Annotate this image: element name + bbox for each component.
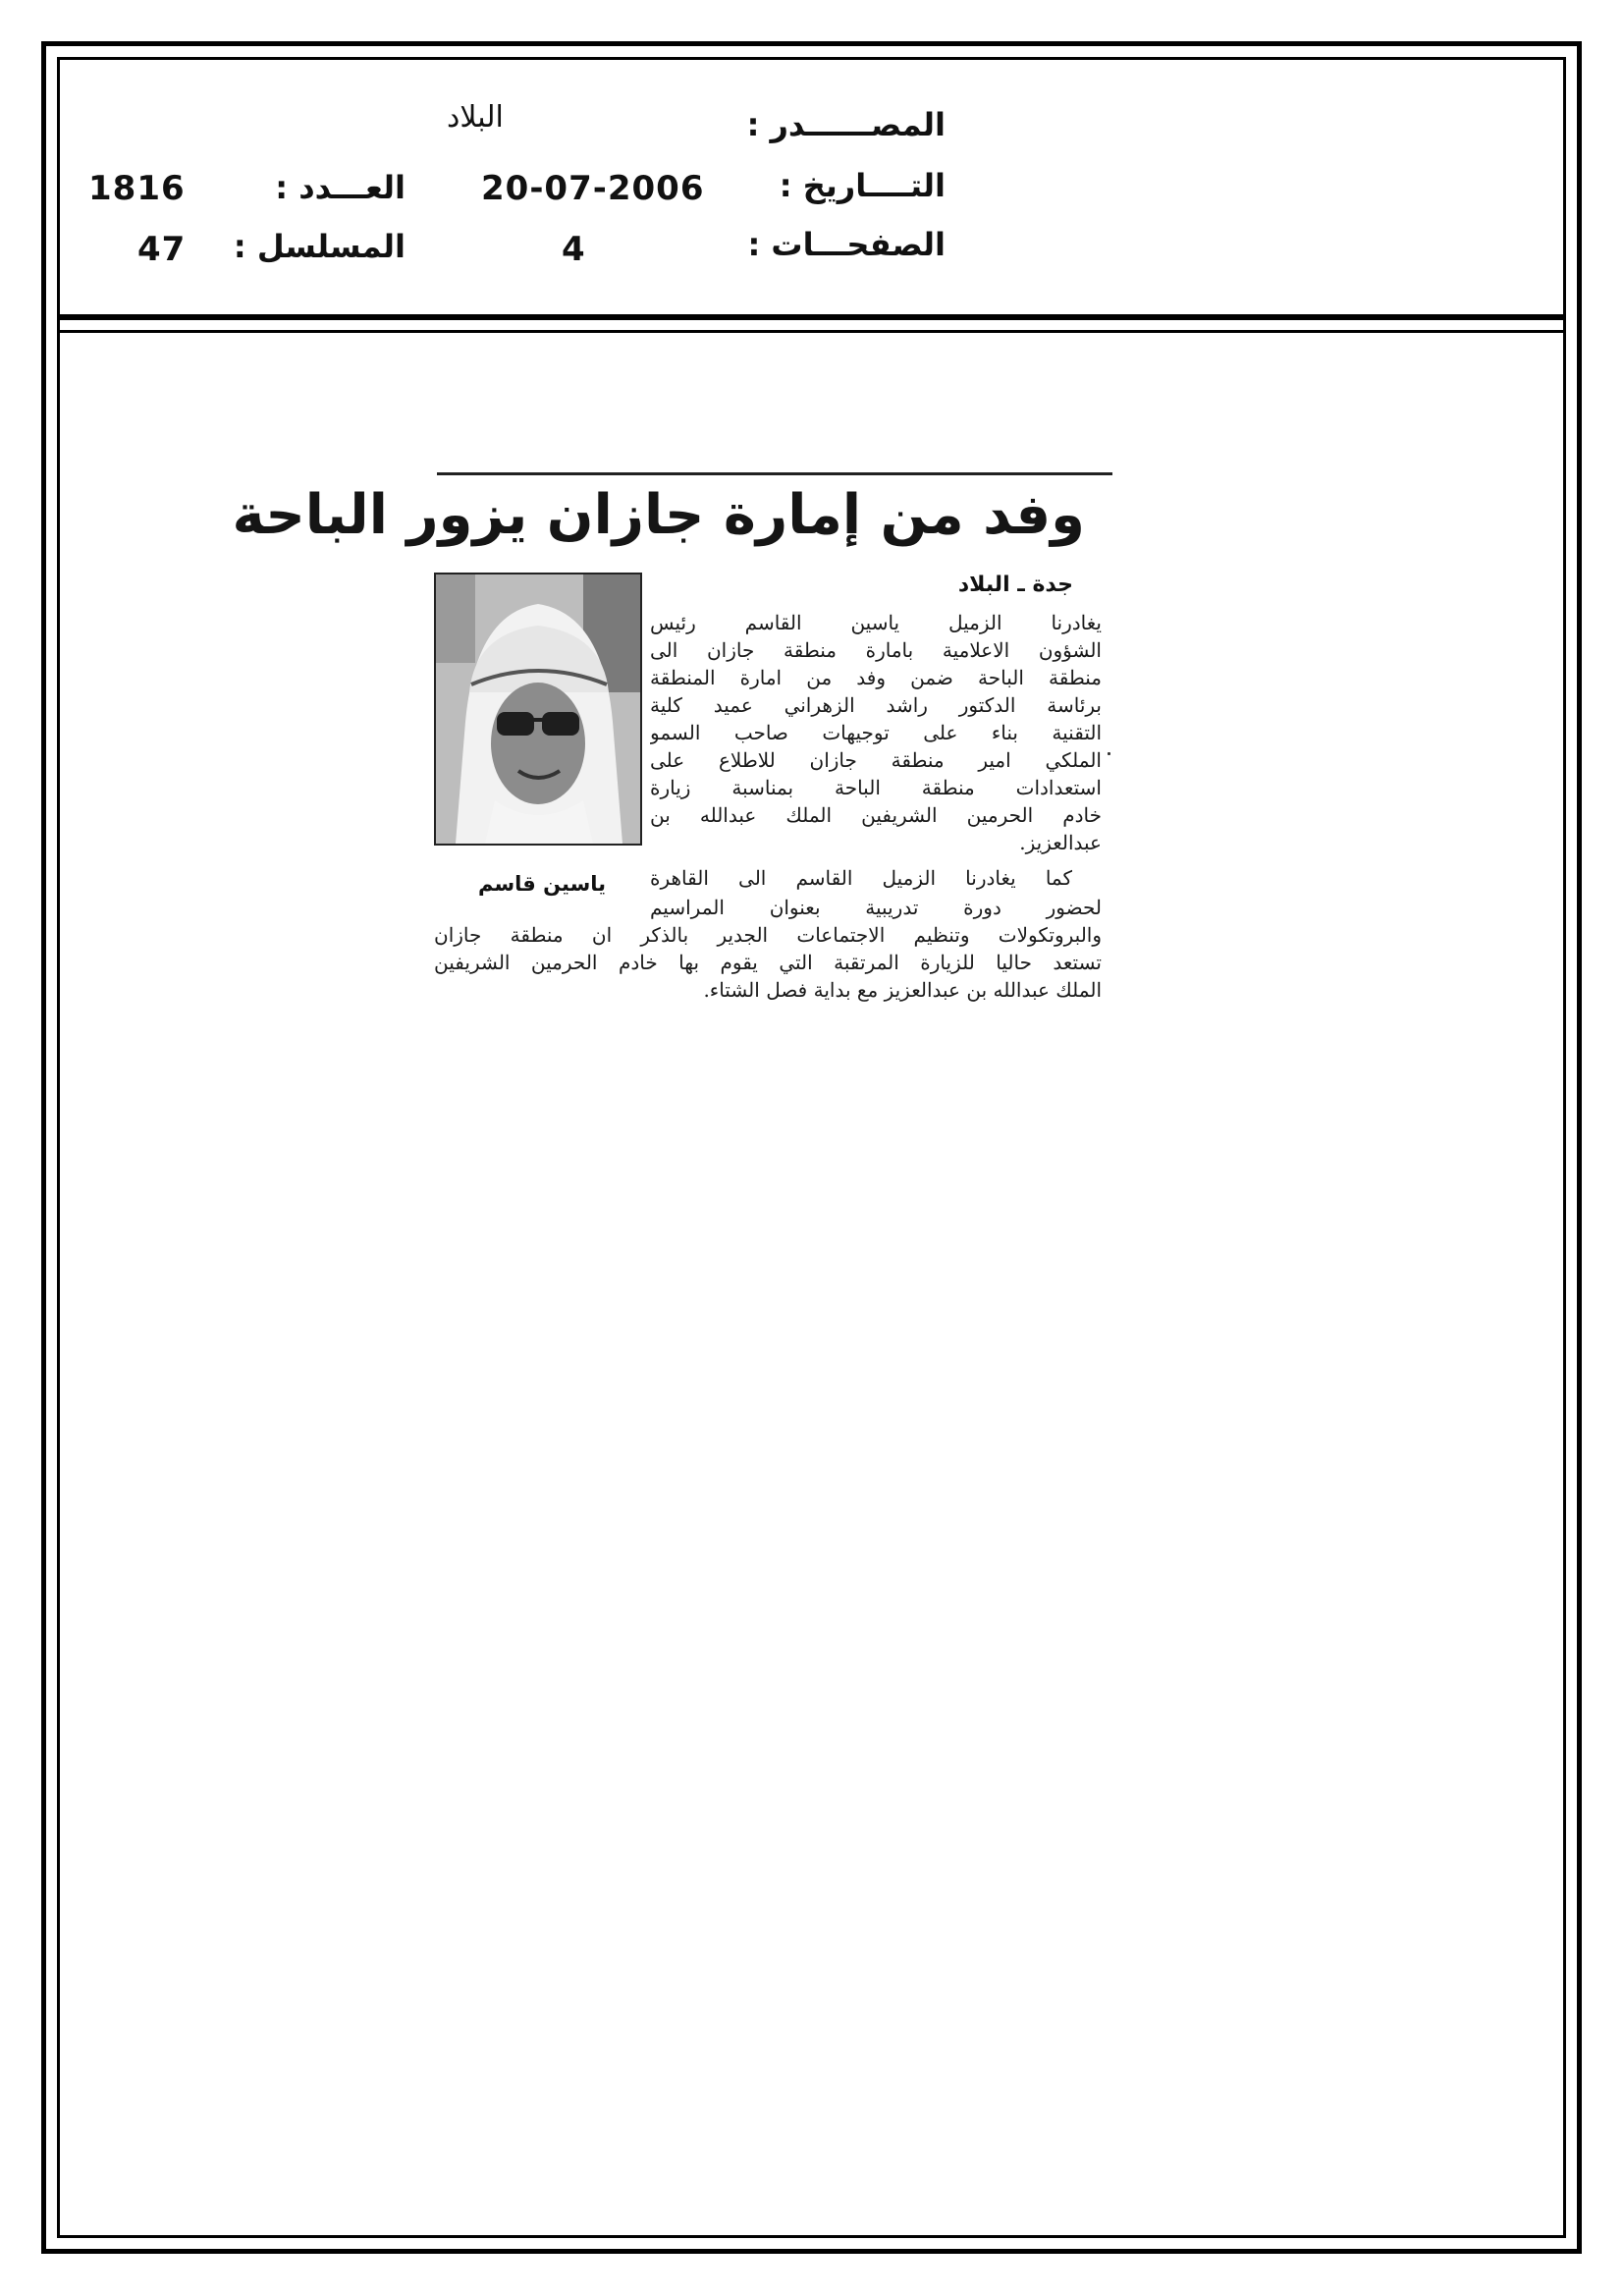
article-line: استعدادات منطقة الباحة بمناسبة زيارة bbox=[650, 776, 1102, 799]
article-line: عبدالعزيز. bbox=[1019, 831, 1102, 854]
article-headline: وفد من إمارة جازان يزور الباحة bbox=[232, 483, 1085, 547]
article-line: تستعد حاليا للزيارة المرتقبة التي يقوم بها خادم الحرمين الشريفين bbox=[434, 951, 1102, 974]
source-label: المصــــــدر : bbox=[746, 106, 946, 143]
article-line: الملكي امير منطقة جازان للاطلاع على bbox=[650, 748, 1102, 772]
serial-label: المسلسل : bbox=[233, 228, 406, 265]
pages-value: 4 bbox=[562, 230, 586, 269]
article-top-rule bbox=[437, 472, 1112, 475]
article-line: برئاسة الدكتور راشد الزهراني عميد كلية bbox=[650, 693, 1102, 717]
issue-label: العـــدد : bbox=[275, 169, 406, 206]
source-value: البلاد bbox=[447, 100, 504, 135]
inner-frame bbox=[57, 57, 1566, 2238]
article-line: الملك عبدالله بن عبدالعزيز مع بداية فصل الشتاء. bbox=[703, 978, 1102, 1002]
article-line: كما يغادرنا الزميل القاسم الى القاهرة bbox=[650, 866, 1072, 890]
header-divider-thick bbox=[57, 314, 1566, 320]
date-label: التــــاريخ : bbox=[779, 167, 946, 204]
article-line: لحضور دورة تدريبية بعنوان المراسيم bbox=[650, 896, 1102, 919]
pages-label: الصفحـــات : bbox=[747, 226, 946, 263]
article-line: يغادرنا الزميل ياسين القاسم رئيس bbox=[650, 611, 1102, 634]
article-line: التقنية بناء على توجيهات صاحب السمو bbox=[650, 721, 1102, 744]
scan-speck bbox=[1108, 752, 1110, 755]
article-photo bbox=[434, 573, 642, 846]
article-dateline: جدة ـ البلاد bbox=[957, 573, 1073, 597]
photo-caption: ياسين قاسم bbox=[478, 872, 606, 896]
portrait-image bbox=[436, 574, 640, 844]
issue-value: 1816 bbox=[88, 169, 186, 208]
article-line: منطقة الباحة ضمن وفد من امارة المنطقة bbox=[650, 666, 1102, 689]
date-value: 20-07-2006 bbox=[481, 169, 705, 208]
article-line: والبروتكولات وتنظيم الاجتماعات الجدير بالذكر ان منطقة جازان bbox=[434, 923, 1102, 947]
serial-value: 47 bbox=[137, 230, 187, 269]
article-line: الشؤون الاعلامية بامارة منطقة جازان الى bbox=[650, 638, 1102, 662]
header-divider-thin bbox=[57, 330, 1566, 333]
article-line: خادم الحرمين الشريفين الملك عبدالله بن bbox=[650, 803, 1102, 827]
